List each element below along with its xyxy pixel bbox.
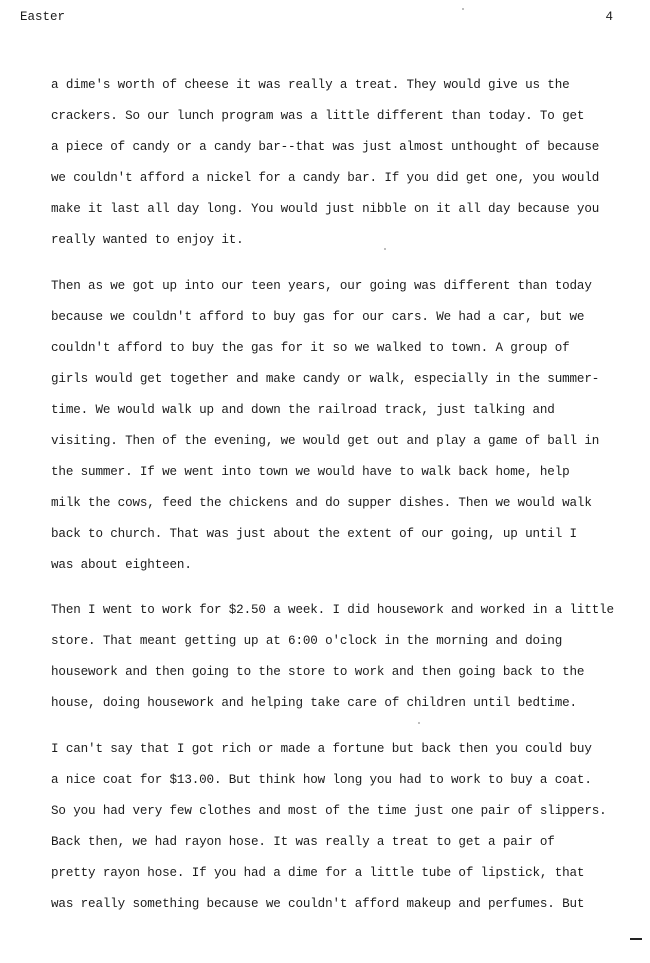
- scan-speck: [462, 8, 464, 10]
- text-line: pretty rayon hose. If you had a dime for a little tube of lipstick, that: [51, 865, 585, 880]
- paragraph: [51, 734, 641, 920]
- page-number: 4: [605, 10, 613, 24]
- text-line: I can't say that I got rich or made a fortune but back then you could buy: [51, 741, 592, 756]
- text-line: make it last all day long. You would just nibble on it all day because you: [51, 202, 600, 216]
- text-line: housework and then going to the store to work and then going back to the: [51, 665, 585, 679]
- text-line: visiting. Then of the evening, we would get out and play a game of ball in: [51, 433, 600, 448]
- text-line: milk the cows, feed the chickens and do supper dishes. Then we would walk: [51, 495, 592, 510]
- scan-edge-mark: [630, 938, 642, 940]
- text-line: because we couldn't afford to buy gas for our cars. We had a car, but we: [51, 309, 585, 324]
- paragraph: [51, 271, 641, 581]
- text-line: time. We would walk up and down the railroad track, just talking and: [51, 402, 555, 417]
- text-line: back to church. That was just about the extent of our going, up until I: [51, 526, 577, 541]
- scan-speck: [384, 248, 386, 250]
- text-line: a piece of candy or a candy bar--that was just almost unthought of because: [51, 140, 600, 154]
- paragraph: [51, 595, 641, 719]
- text-line: Then I went to work for $2.50 a week. I did housework and worked in a little: [51, 603, 614, 617]
- text-line: a dime's worth of cheese it was really a treat. They would give us the: [51, 78, 570, 92]
- text-line: really wanted to enjoy it.: [51, 233, 244, 247]
- text-line: So you had very few clothes and most of the time just one pair of slippers.: [51, 803, 607, 818]
- paragraph: [51, 70, 641, 256]
- scan-speck: [418, 722, 420, 724]
- text-line: the summer. If we went into town we would have to walk back home, help: [51, 464, 570, 479]
- text-line: couldn't afford to buy the gas for it so we walked to town. A group of: [51, 340, 570, 355]
- text-line: girls would get together and make candy or walk, especially in the summer-: [51, 371, 600, 386]
- text-line: was about eighteen.: [51, 557, 192, 572]
- text-line: store. That meant getting up at 6:00 o'clock in the morning and doing: [51, 634, 563, 648]
- text-line: house, doing housework and helping take care of children until bedtime.: [51, 696, 577, 710]
- text-line: Then as we got up into our teen years, our going was different than today: [51, 278, 592, 293]
- text-line: we couldn't afford a nickel for a candy bar. If you did get one, you would: [51, 171, 600, 185]
- text-line: crackers. So our lunch program was a little different than today. To get: [51, 109, 585, 123]
- text-line: was really something because we couldn't afford makeup and perfumes. But: [51, 896, 585, 911]
- text-line: a nice coat for $13.00. But think how long you had to work to buy a coat.: [51, 772, 592, 787]
- running-header-title: Easter: [20, 10, 66, 24]
- text-line: Back then, we had rayon hose. It was really a treat to get a pair of: [51, 834, 555, 849]
- document-body: [51, 70, 641, 934]
